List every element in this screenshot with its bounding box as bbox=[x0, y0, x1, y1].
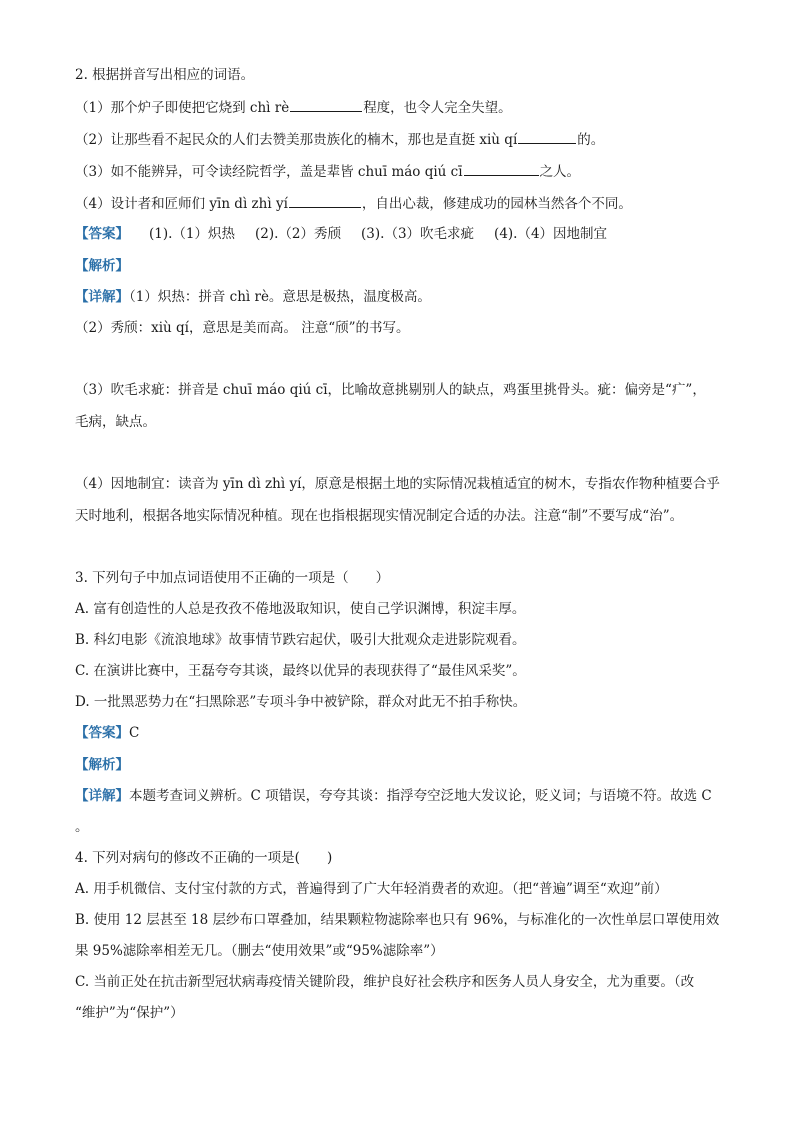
question-2-detail-4b: 天时地利，根据各地实际情况种植。现在也指根据现实情况制定合适的办法。注意“制”不要写成“治”。 bbox=[75, 508, 684, 524]
question-2-item-3: （3）如不能辨异，可令读经院哲学，盖是辈皆 chuī máo qiú cī 之人。 bbox=[75, 161, 725, 182]
answer-3: (3).（3）吹毛求疵 bbox=[361, 226, 475, 242]
question-2-item-4: （4）设计者和匠师们 yīn dì zhì yí ，自出心裁，修建成功的园林当然各个不同。 bbox=[75, 193, 725, 214]
question-2-item-1: （1）那个炉子即使把它烧到 chì rè 程度，也令人完全失望。 bbox=[75, 97, 725, 118]
question-3-option-d: D. 一批黑恶势力在“扫黑除恶”专项斗争中被铲除，群众对此无不拍手称快。 bbox=[75, 694, 527, 710]
question-2-detail-4: （4）因地制宜：读音为 yīn dì zhì yí，原意是根据土地的实际情况栽植适宜的树木，专指农作物种植要合乎 bbox=[75, 476, 720, 492]
question-3-detail: 【详解】本题考查词义辨析。C 项错误，夸夸其谈：指浮夸空泛地大发议论，贬义词；与语境不符。故选 C bbox=[75, 788, 712, 804]
answer-2: (2).（2）秀颀 bbox=[255, 226, 342, 242]
question-4-option-c: C. 当前正处在抗击新型冠状病毒疫情关键阶段，维护良好社会秩序和医务人员人身安全，尤为重要。（改 bbox=[75, 974, 695, 990]
question-4-option-b: B. 使用 12 层甚至 18 层纱布口罩叠加，结果颗粒物滤除率也只有 96%，与标准化的一次性单层口罩使用效 bbox=[75, 912, 720, 928]
question-3-detail-end: 。 bbox=[75, 819, 89, 835]
analysis-tag: 【解析】 bbox=[75, 757, 129, 773]
question-2-detail-3b: 毛病，缺点。 bbox=[75, 414, 156, 430]
detail-tag: 【详解】 bbox=[75, 289, 129, 305]
question-3-option-c: C. 在演讲比赛中，王磊夸夸其谈，最终以优异的表现获得了“最佳风采奖”。 bbox=[75, 663, 526, 679]
question-2-item-2: （2）让那些看不起民众的人们去赞美那贵族化的楠木，那也是直挺 xiù qí 的。 bbox=[75, 129, 725, 150]
answer-tag: 【答案】 bbox=[75, 226, 129, 242]
question-3-title: 3. 下列句子中加点词语使用不正确的一项是（ ） bbox=[75, 570, 390, 586]
question-2-detail-3: （3）吹毛求疵：拼音是 chuī máo qiú cī，比喻故意挑剔别人的缺点，鸡蛋里挑骨头。疵：偏旁是“疒”， bbox=[75, 382, 706, 398]
question-2-detail-2: （2）秀颀：xiù qí，意思是美而高。 注意“颀”的书写。 bbox=[75, 320, 410, 336]
question-4-option-b-cont: 果 95%滤除率相差无几。（删去“使用效果”或“95%滤除率”） bbox=[75, 943, 444, 959]
answer-1: (1).（1）炽热 bbox=[149, 226, 236, 242]
analysis-tag: 【解析】 bbox=[75, 258, 129, 274]
answer-blank[interactable] bbox=[290, 97, 362, 112]
question-4-option-c-cont: “维护”为“保护”） bbox=[75, 1005, 184, 1021]
question-2-title: 2. 根据拼音写出相应的词语。 bbox=[75, 67, 255, 83]
answer-blank[interactable] bbox=[289, 193, 361, 208]
question-3-answer bbox=[75, 723, 725, 743]
answer-4: (4).（4）因地制宜 bbox=[494, 226, 608, 242]
detail-tag: 【详解】 bbox=[75, 788, 129, 804]
answer-blank[interactable] bbox=[518, 129, 576, 144]
question-3-option-b: B. 科幻电影《流浪地球》故事情节跌宕起伏，吸引大批观众走进影院观看。 bbox=[75, 632, 526, 648]
question-4-option-a: A. 用手机微信、支付宝付款的方式，普遍得到了广大年轻消费者的欢迎。（把“普遍”调至“欢迎”前） bbox=[75, 881, 668, 897]
question-2-answer bbox=[75, 224, 725, 244]
question-2-detail-1: 【详解】（1）炽热：拼音 chì rè。意思是极热，温度极高。 bbox=[75, 289, 431, 305]
answer-value: C bbox=[129, 725, 140, 741]
answer-blank[interactable] bbox=[464, 161, 539, 176]
answer-tag: 【答案】 bbox=[75, 725, 129, 741]
question-4-title: 4. 下列对病句的修改不正确的一项是( ) bbox=[75, 850, 333, 866]
question-3-option-a: A. 富有创造性的人总是孜孜不倦地汲取知识，使自己学识渊博，积淀丰厚。 bbox=[75, 601, 526, 617]
